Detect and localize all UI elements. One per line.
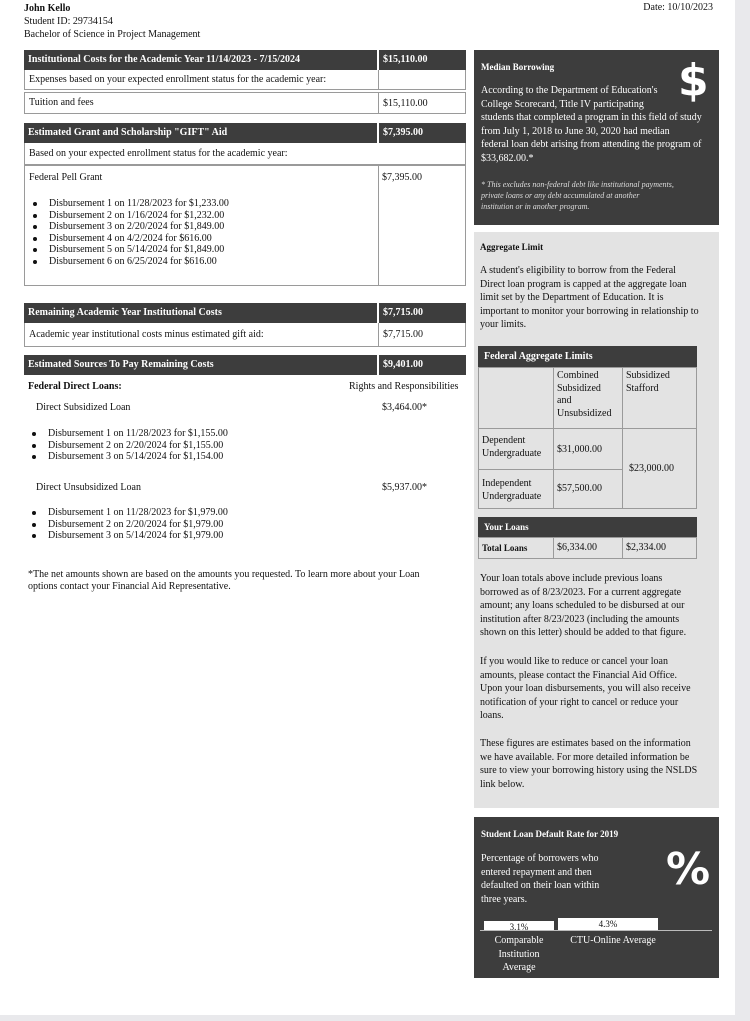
remaining-costs-title: Remaining Academic Year Institutional Costs (28, 307, 222, 318)
median-borrowing-title: Median Borrowing (481, 62, 555, 72)
median-line-5: federal loan debt arising from attending the program of (481, 139, 702, 150)
sources-amount: $9,401.00 (377, 355, 465, 375)
pell-grant-label: Federal Pell Grant (29, 172, 103, 183)
remaining-costs-amount: $7,715.00 (377, 303, 465, 323)
unsubsidized-disbursement-3: Disbursement 3 on 5/14/2024 for $1,979.00 (24, 530, 228, 542)
federal-loans-label: Federal Direct Loans: (28, 381, 122, 392)
tuition-row (24, 92, 466, 114)
federal-aggregate-limits-title: Federal Aggregate Limits (484, 351, 593, 362)
pell-disbursement-3: Disbursement 3 on 2/20/2024 for $1,849.00 (25, 221, 229, 233)
independent-combined-limit: $57,500.00 (553, 469, 623, 509)
default-rate-line-1: Percentage of borrowers who (481, 853, 599, 864)
estimates-line-2: we have available. For more detailed information be (480, 751, 690, 763)
total-loans-subsidized: $2,334.00 (622, 537, 697, 559)
loan-totals-line-1: Your loan totals above include previous loans (480, 573, 663, 584)
loan-footnote-line2: options contact your Financial Aid Representative. (28, 581, 231, 592)
pell-disbursement-4: Disbursement 4 on 4/2/2024 for $616.00 (25, 233, 229, 245)
comparable-rate-bar (484, 921, 554, 930)
subsidized-stafford-limit: $23,000.00 (622, 428, 697, 509)
pell-disbursement-6: Disbursement 6 on 6/25/2024 for $616.00 (25, 256, 229, 268)
grant-aid-title: Estimated Grant and Scholarship "GIFT" Aid (28, 127, 228, 138)
tuition-amount: $15,110.00 (378, 93, 466, 114)
median-line-3: students that completed a program in this field of study (481, 112, 702, 123)
pell-grant-box (24, 165, 466, 286)
empty-cell (378, 70, 466, 89)
loan-totals-line-5: shown on this letter) should be added to that figure. (480, 627, 687, 638)
grant-aid-header (24, 123, 466, 143)
remaining-costs-note-row (24, 323, 466, 347)
default-rate-line-2: entered repayment and then (481, 866, 592, 878)
median-line-4: from July 1, 2018 to June 30, 2020 had median (481, 125, 670, 137)
combined-header-line-3: and (557, 395, 572, 406)
total-loans-label: Total Loans (478, 537, 554, 559)
subsidized-header-line-2: Stafford (626, 382, 659, 394)
ctu-online-label: CTU-Online Average (570, 935, 656, 946)
grant-aid-amount: $7,395.00 (377, 123, 465, 143)
aggregate-line-3: limit set by the Department of Education. It is (480, 292, 664, 303)
median-borrowing-footnote (481, 179, 674, 212)
remaining-costs-header (24, 303, 466, 323)
subsidized-loan-label: Direct Subsidized Loan (36, 402, 131, 413)
default-rate-line-4: three years. (481, 893, 528, 905)
dependent-combined-limit: $31,000.00 (553, 428, 623, 470)
combined-header-line-1: Combined (557, 370, 599, 381)
ctu-rate-bar (558, 918, 658, 930)
column-divider (378, 166, 379, 285)
median-borrowing-panel (474, 50, 719, 225)
subsidized-loan-amount: $3,464.00* (382, 402, 427, 413)
comparable-line-3: Average (502, 962, 536, 973)
median-borrowing-text (481, 84, 702, 165)
default-rate-text (481, 852, 599, 906)
subsidized-disbursement-3: Disbursement 3 on 5/14/2024 for $1,154.00 (24, 451, 228, 463)
loan-footnote-line1: *The net amounts shown are based on the amounts you requested. To learn more about your Loan (28, 569, 420, 580)
sources-title: Estimated Sources To Pay Remaining Costs (28, 359, 214, 370)
remaining-costs-note-amount: $7,715.00 (378, 323, 466, 346)
rights-responsibilities-link[interactable]: Rights and Responsibilities (349, 381, 459, 392)
combined-header-line-2: Subsidized (557, 382, 601, 394)
student-name: John Kello (24, 3, 71, 14)
combined-column-header (553, 367, 623, 429)
default-rate-panel (474, 817, 719, 978)
pell-disbursement-1: Disbursement 1 on 11/28/2023 for $1,233.00 (25, 198, 229, 210)
institutional-costs-header (24, 50, 466, 70)
comparable-rate-value: 3.1% (509, 922, 529, 930)
reduce-cancel-paragraph (480, 655, 691, 723)
median-line-1: According to the Department of Education's (481, 85, 658, 96)
estimates-line-4: link below. (480, 778, 525, 790)
your-loans-title: Your Loans (484, 522, 529, 532)
institutional-costs-note-row (24, 70, 466, 90)
subsidized-header-line-1: Subsidized (626, 370, 670, 381)
aggregate-line-5: your limits. (480, 319, 527, 330)
grant-aid-note: Based on your expected enrollment status for the academic year: (29, 148, 288, 159)
comparable-institution-label (484, 934, 554, 975)
independent-line-2: Undergraduate (482, 490, 542, 502)
estimates-paragraph (480, 737, 697, 791)
aggregate-limit-text (480, 264, 699, 332)
reduce-cancel-line-4: notification of your right to cancel or reduce your (480, 696, 679, 708)
total-loans-combined: $6,334.00 (553, 537, 623, 559)
subsidized-disbursement-1: Disbursement 1 on 11/28/2023 for $1,155.00 (24, 428, 228, 440)
pell-disbursement-2: Disbursement 2 on 1/16/2024 for $1,232.00 (25, 210, 229, 222)
independent-undergraduate-label (478, 469, 554, 509)
subsidized-disbursement-list (24, 428, 228, 463)
aggregate-line-4: important to monitor your borrowing in relationship to (480, 305, 699, 317)
median-line-6: $33,682.00.* (481, 152, 534, 164)
default-rate-line-3: defaulted on their loan within (481, 880, 600, 891)
your-loans-header (478, 517, 697, 537)
median-footnote-line-3: institution or in another program. (481, 202, 590, 211)
estimates-line-3: sure to view your borrowing history using the NSLDS (480, 765, 698, 776)
subsidized-disbursement-2: Disbursement 2 on 2/20/2024 for $1,155.00 (24, 440, 228, 452)
aggregate-line-2: Direct loan program is capped at the aggregate loan (480, 278, 687, 290)
default-rate-title: Student Loan Default Rate for 2019 (481, 829, 619, 839)
letter-date: Date: 10/10/2023 (643, 2, 713, 13)
dependent-undergraduate-label (478, 428, 554, 470)
grant-aid-note-row (24, 143, 466, 165)
independent-line-1: Independent (482, 478, 532, 489)
loan-totals-line-2: borrowed as of 8/23/2023. For a current aggregate (480, 586, 682, 598)
unsubsidized-disbursement-2: Disbursement 2 on 2/20/2024 for $1,979.00 (24, 519, 228, 531)
unsubsidized-loan-label: Direct Unsubsidized Loan (36, 482, 141, 493)
pell-disbursement-list (25, 198, 229, 267)
median-footnote-line-1: * This excludes non-federal debt like institutional payments, (481, 180, 674, 189)
sources-header (24, 355, 466, 375)
table-corner-cell (478, 367, 554, 429)
reduce-cancel-line-1: If you would like to reduce or cancel your loan (480, 656, 668, 667)
dollar-icon: $ (678, 55, 709, 106)
loan-totals-line-4: institution after 8/23/2023 (including the amounts (480, 613, 680, 625)
reduce-cancel-line-2: amounts, please contact the Financial Aid Office. (480, 669, 677, 681)
pell-disbursement-5: Disbursement 5 on 5/14/2024 for $1,849.00 (25, 244, 229, 256)
rate-baseline (480, 930, 712, 931)
aggregate-line-1: A student's eligibility to borrow from the Federal (480, 265, 676, 276)
combined-header-line-4: Unsubsidized (557, 407, 612, 419)
aggregate-limit-title: Aggregate Limit (480, 242, 544, 252)
unsubsidized-disbursement-list (24, 507, 228, 542)
loan-totals-line-3: amount; any loans scheduled to be disbursed at our (480, 600, 685, 611)
remaining-costs-note: Academic year institutional costs minus estimated gift aid: (29, 329, 264, 340)
program-name: Bachelor of Science in Project Management (24, 29, 201, 40)
institutional-costs-note: Expenses based on your expected enrollment status for the academic year: (29, 74, 327, 85)
student-id: Student ID: 29734154 (24, 16, 113, 27)
student-header (24, 2, 200, 41)
institutional-costs-amount: $15,110.00 (377, 50, 465, 70)
median-line-2: College Scorecard, Title IV participating (481, 98, 644, 110)
dependent-line-1: Dependent (482, 435, 526, 446)
federal-aggregate-limits-header (478, 346, 697, 367)
pell-grant-amount: $7,395.00 (382, 172, 422, 183)
subsidized-column-header (622, 367, 697, 429)
estimates-line-1: These figures are estimates based on the information (480, 738, 691, 749)
reduce-cancel-line-3: Upon your loan disbursements, you will also receive (480, 683, 691, 694)
institutional-costs-title: Institutional Costs for the Academic Year 11/14/2023 - 7/15/2024 (28, 54, 301, 65)
reduce-cancel-line-5: loans. (480, 710, 504, 721)
comparable-line-1: Comparable (494, 935, 544, 946)
ctu-rate-value: 4.3% (598, 919, 618, 929)
dependent-line-2: Undergraduate (482, 447, 542, 459)
comparable-line-2: Institution (498, 948, 540, 960)
unsubsidized-disbursement-1: Disbursement 1 on 11/28/2023 for $1,979.00 (24, 507, 228, 519)
median-footnote-line-2: private loans or any debt accumulated at another (481, 191, 640, 200)
percent-icon: % (666, 844, 711, 895)
loan-totals-paragraph (480, 572, 686, 640)
unsubsidized-loan-amount: $5,937.00* (382, 482, 427, 493)
tuition-label: Tuition and fees (29, 97, 94, 108)
